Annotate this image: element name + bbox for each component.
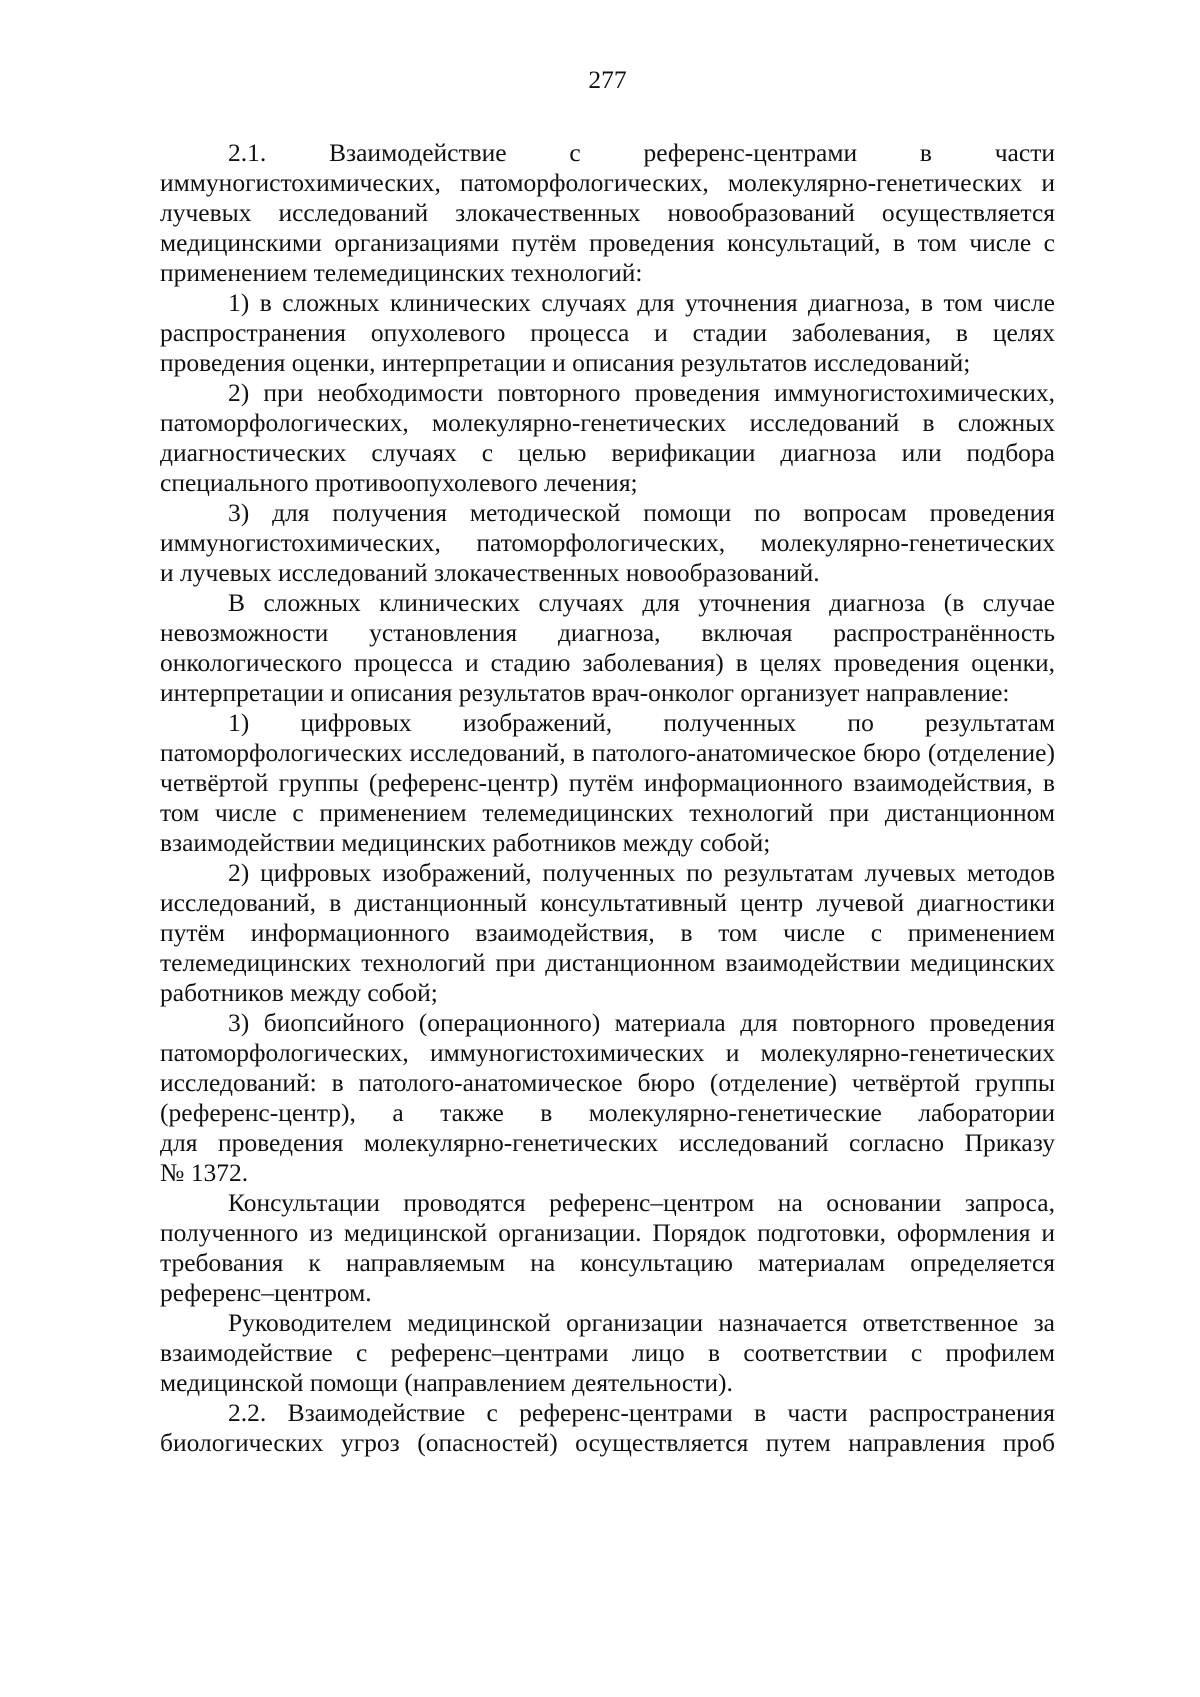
referral-item-3 — [160, 1008, 1055, 1188]
text-line: исследований, в дистанционный консультативный центр лучевой диагностики — [160, 888, 1055, 917]
text-line: медицинской помощи (направлением деятельности). — [160, 1368, 733, 1397]
text-line: 1) в сложных клинических случаях для уточнения диагноза, в том числе — [228, 288, 1055, 317]
document-body — [160, 138, 1055, 1458]
text-line: проведения оценки, интерпретации и описания результатов исследований; — [160, 348, 971, 377]
text-line: диагностических случаях с целью верификации диагноза или подбора — [160, 438, 1055, 467]
text-line: онкологического процесса и стадию заболевания) в целях проведения оценки, — [160, 648, 1055, 677]
text-line: распространения опухолевого процесса и стадии заболевания, в целях — [160, 318, 1055, 347]
page-number: 277 — [588, 65, 627, 94]
referral-item-2 — [160, 858, 1055, 1008]
text-line: и лучевых исследований злокачественных новообразований. — [160, 558, 820, 587]
responsible-person-paragraph — [160, 1308, 1055, 1398]
text-line: 3) биопсийного (операционного) материала для повторного проведения — [228, 1008, 1055, 1037]
text-line: невозможности установления диагноза, включая распространённость — [160, 618, 1055, 647]
text-line: работников между собой; — [160, 978, 438, 1007]
text-line: иммуногистохимических, патоморфологических, молекулярно-генетических — [160, 528, 1055, 557]
clause-2-1-paragraph — [160, 138, 1055, 288]
text-line: телемедицинских технологий при дистанционном взаимодействии медицинских — [160, 948, 1055, 977]
text-line: патоморфологических, молекулярно-генетических исследований в сложных — [160, 408, 1055, 437]
complex-cases-paragraph — [160, 588, 1055, 708]
consultations-paragraph — [160, 1188, 1055, 1308]
text-line: иммуногистохимических, патоморфологических, молекулярно-генетических и — [160, 168, 1055, 197]
text-line: специального противоопухолевого лечения; — [160, 468, 638, 497]
referral-item-1 — [160, 708, 1055, 858]
text-line: Консультации проводятся референс–центром на основании запроса, — [228, 1188, 1055, 1217]
text-line: том числе с применением телемедицинских технологий при дистанционном — [160, 798, 1055, 827]
text-line: взаимодействии медицинских работников между собой; — [160, 828, 771, 857]
text-line: путём информационного взаимодействия, в том числе с применением — [160, 918, 1055, 947]
list-item-1 — [160, 288, 1055, 378]
text-line: 3) для получения методической помощи по вопросам проведения — [228, 498, 1055, 527]
text-line: 2) при необходимости повторного проведения иммуногистохимических, — [228, 378, 1055, 407]
text-line: полученного из медицинской организации. Порядок подготовки, оформления и — [160, 1218, 1055, 1247]
list-item-2 — [160, 378, 1055, 498]
text-line: 2.1. Взаимодействие с референс-центрами в части — [228, 138, 1055, 167]
text-line: 2.2. Взаимодействие с референс-центрами в части распространения — [228, 1398, 1055, 1427]
text-line: четвёртой группы (референс-центр) путём информационного взаимодействия, в — [160, 768, 1055, 797]
text-line: 1) цифровых изображений, полученных по результатам — [228, 708, 1055, 737]
text-line: лучевых исследований злокачественных новообразований осуществляется — [160, 198, 1055, 227]
text-line: 2) цифровых изображений, полученных по результатам лучевых методов — [228, 858, 1055, 887]
text-line: взаимодействие с референс–центрами лицо в соответствии с профилем — [160, 1338, 1055, 1367]
text-line: применением телемедицинских технологий: — [160, 258, 643, 287]
text-line: референс–центром. — [160, 1278, 372, 1307]
text-line: Руководителем медицинской организации назначается ответственное за — [228, 1308, 1055, 1337]
list-item-3 — [160, 498, 1055, 588]
text-line: требования к направляемым на консультацию материалам определяется — [160, 1248, 1055, 1277]
text-line: № 1372. — [160, 1158, 249, 1187]
text-line: медицинскими организациями путём проведения консультаций, в том числе с — [160, 228, 1055, 257]
text-line: интерпретации и описания результатов врач-онколог организует направление: — [160, 678, 1010, 707]
clause-2-2-paragraph — [160, 1398, 1055, 1458]
text-line: для проведения молекулярно-генетических исследований согласно Приказу — [160, 1128, 1055, 1157]
text-line: патоморфологических, иммуногистохимических и молекулярно-генетических — [160, 1038, 1055, 1067]
text-line: (референс-центр), а также в молекулярно-генетические лаборатории — [160, 1098, 1055, 1127]
text-line: патоморфологических исследований, в патолого-анатомическое бюро (отделение) — [160, 738, 1055, 767]
text-line: В сложных клинических случаях для уточнения диагноза (в случае — [228, 588, 1055, 617]
text-line: биологических угроз (опасностей) осуществляется путем направления проб — [160, 1428, 1055, 1457]
text-line: исследований: в патолого-анатомическое бюро (отделение) четвёртой группы — [160, 1068, 1055, 1097]
